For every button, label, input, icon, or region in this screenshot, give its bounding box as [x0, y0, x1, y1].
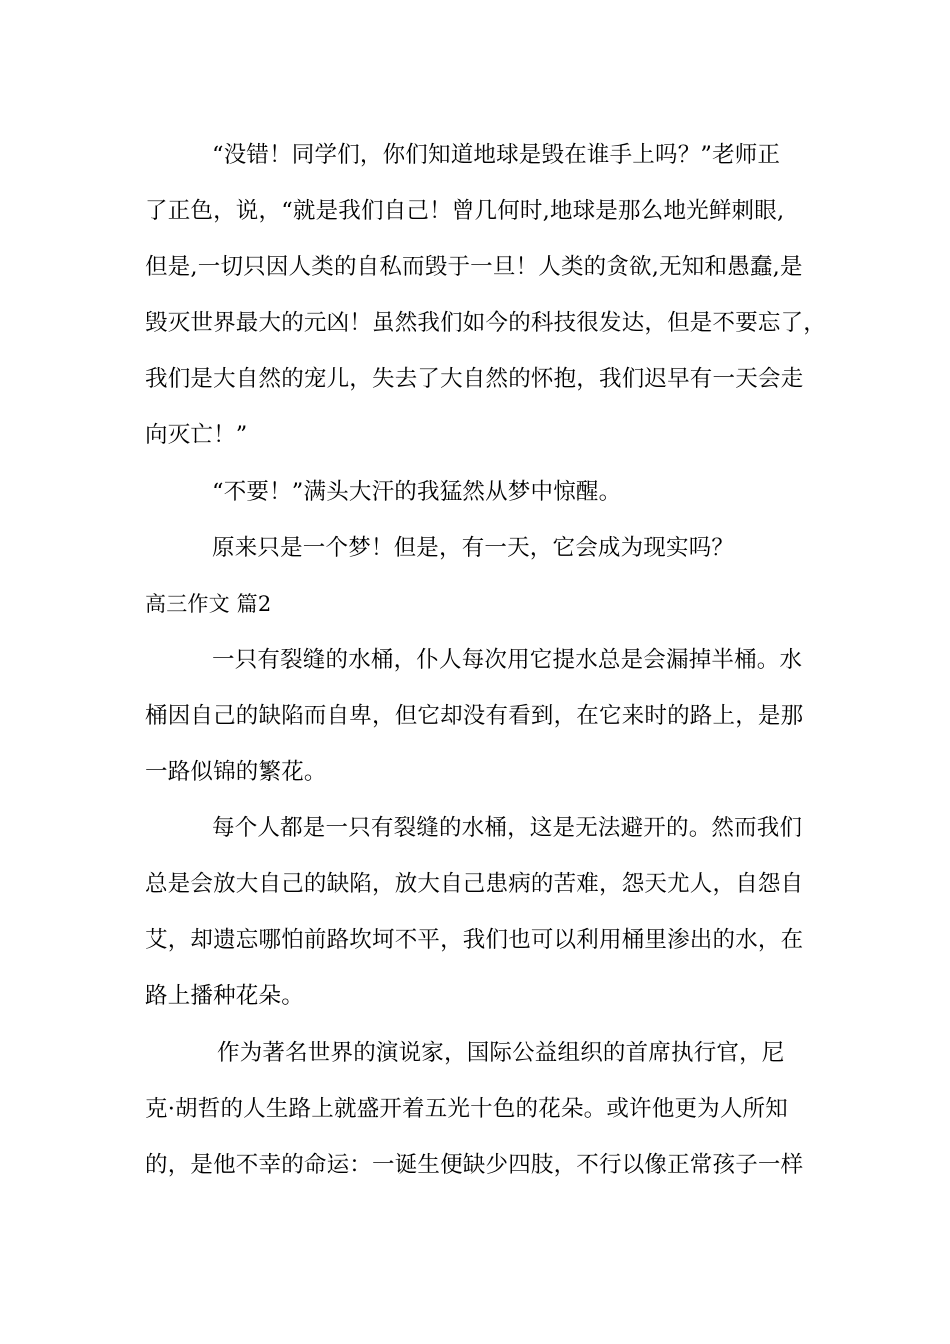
paragraph-line: 原来只是一个梦！但是，有一天，它会成为现实吗？ [212, 535, 735, 561]
paragraph-line: 我们是大自然的宠儿，失去了大自然的怀抱，我们迟早有一天会走 [145, 366, 804, 392]
paragraph-line: 作为著名世界的演说家，国际公益组织的首席执行官，尼 [217, 1040, 785, 1066]
paragraph-line: 每个人都是一只有裂缝的水桶，这是无法避开的。然而我们 [212, 815, 803, 841]
section-heading: 高三作文 篇2 [145, 592, 272, 616]
paragraph-line: 了正色，说，“就是我们自己！曾几何时,地球是那么地光鲜刺眼, [145, 198, 785, 224]
paragraph-line: “不要！”满头大汗的我猛然从梦中惊醒。 [212, 479, 622, 505]
paragraph-line: 总是会放大自己的缺陷，放大自己患病的苦难，怨天尤人，自怨自 [145, 871, 804, 897]
paragraph-line: 桶因自己的缺陷而自卑，但它却没有看到，在它来时的路上，是那 [145, 703, 804, 729]
paragraph-line: 路上播种花朵。 [145, 983, 304, 1009]
paragraph-line: 一路似锦的繁花。 [145, 759, 327, 785]
paragraph-line: 向灭亡！” [145, 422, 248, 448]
paragraph-line: “没错！同学们，你们知道地球是毁在谁手上吗？”老师正 [212, 142, 781, 168]
paragraph-line: 一只有裂缝的水桶，仆人每次用它提水总是会漏掉半桶。水 [212, 647, 803, 673]
paragraph-line: 毁灭世界最大的元凶！虽然我们如今的科技很发达，但是不要忘了， [145, 310, 827, 336]
paragraph-line: 但是,一切只因人类的自私而毁于一旦！人类的贪欲,无知和愚蠢,是 [145, 254, 803, 280]
paragraph-line: 克·胡哲的人生路上就盛开着五光十色的花朵。或许他更为人所知 [145, 1096, 788, 1122]
paragraph-line: 艾，却遗忘哪怕前路坎坷不平，我们也可以利用桶里渗出的水，在 [145, 927, 804, 953]
paragraph-line: 的，是他不幸的命运：一诞生便缺少四肢，不行以像正常孩子一样 [145, 1152, 804, 1178]
